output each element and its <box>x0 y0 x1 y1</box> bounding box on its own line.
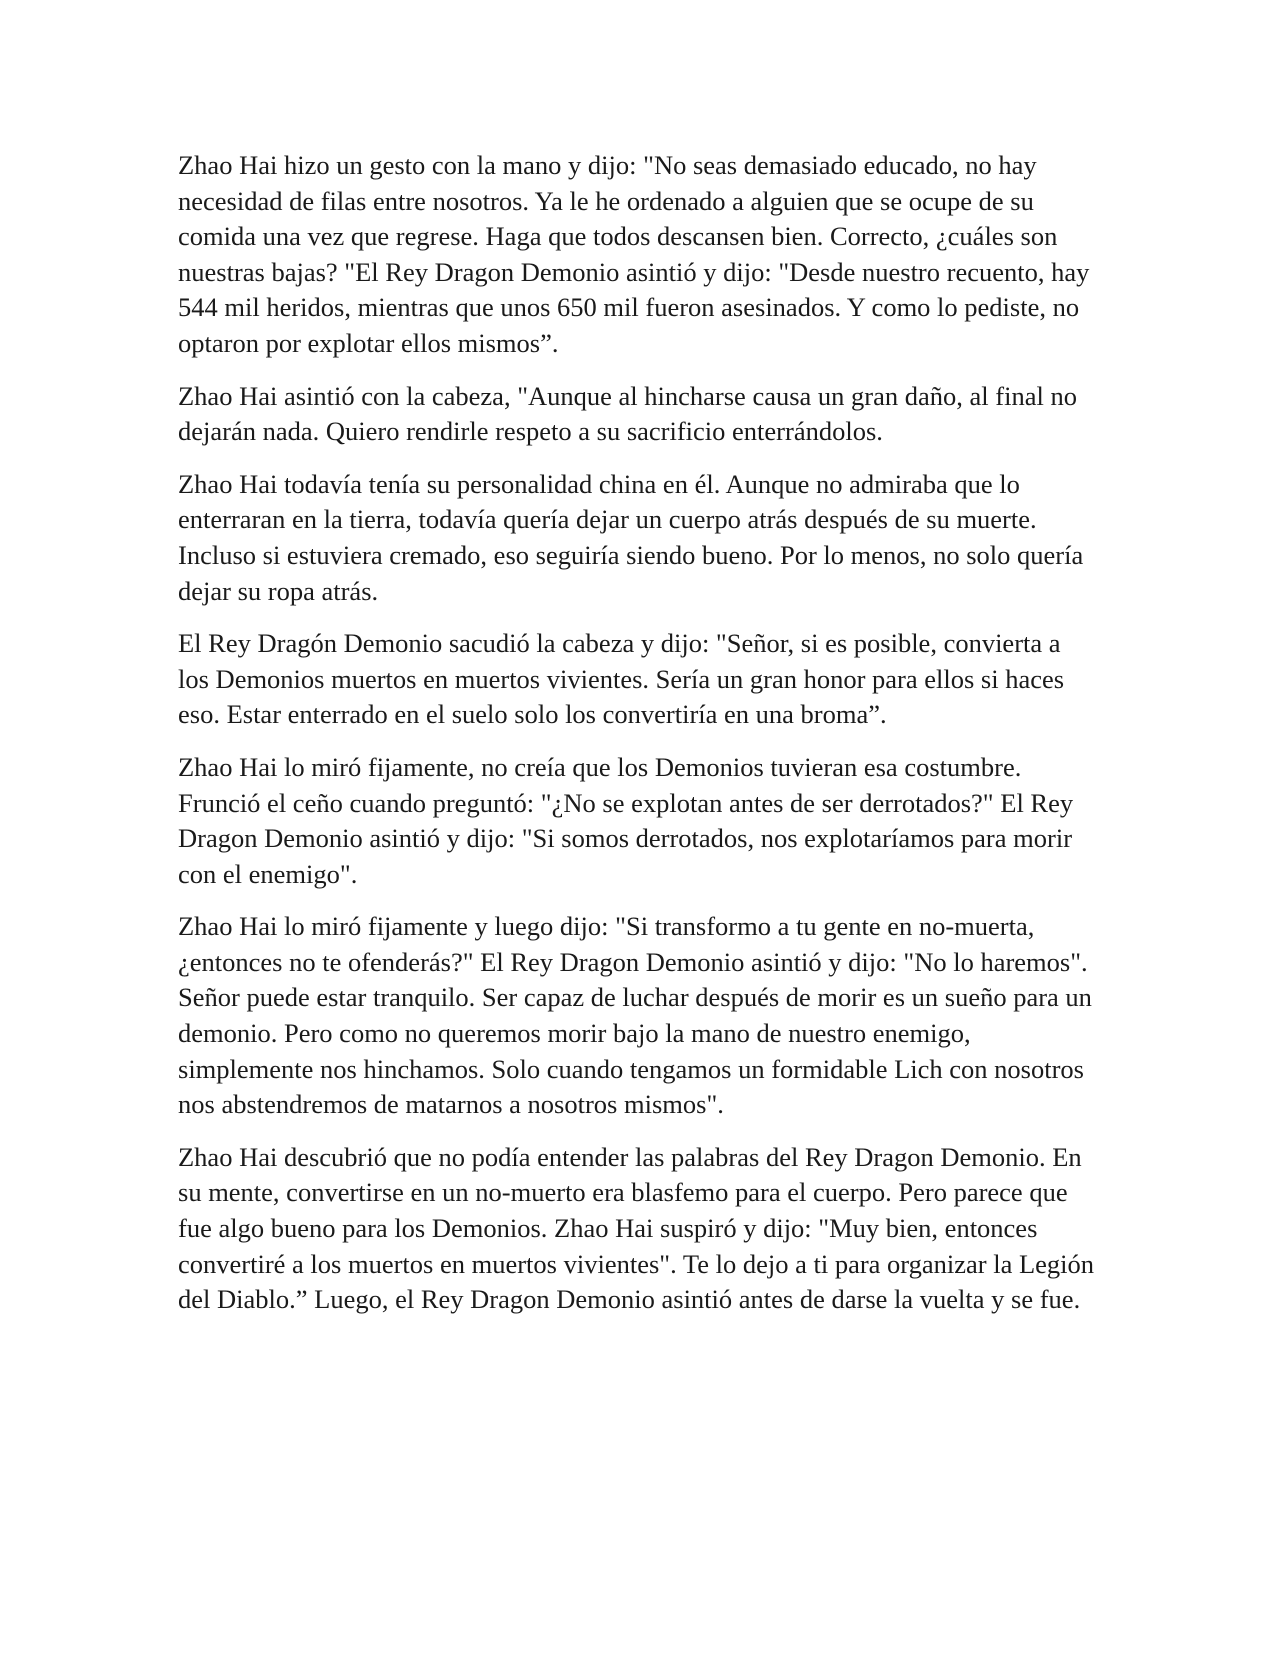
paragraph-1: Zhao Hai hizo un gesto con la mano y dijo: "No seas demasiado educado, no hay necesidad de filas entre nosotros. Ya le he ordenado a alguien que se ocupe de su comida una vez que regrese. Haga que todos descansen bien. Correcto, ¿cuáles son nuestras bajas? "El Rey Dragon Demonio asintió y dijo: "Desde nuestro recuento, hay 544 mil heridos, mientras que unos 650 mil fueron asesinados. Y como lo pediste, no optaron por explotar ellos mismos”. <box>178 150 1090 358</box>
paragraph-5: Zhao Hai lo miró fijamente, no creía que los Demonios tuvieran esa costumbre. Frunció el ceño cuando preguntó: "¿No se explotan antes de ser derrotados?" El Rey Dragon Demonio asintió y dijo: "Si somos derrotados, nos explotaríamos para morir con el enemigo". <box>178 751 1074 889</box>
document-body <box>178 148 1098 1335</box>
paragraph-7: Zhao Hai descubrió que no podía entender las palabras del Rey Dragon Demonio. En su mente, convertirse en un no-muerto era blasfemo para el cuerpo. Pero parece que fue algo bueno para los Demonios. Zhao Hai suspiró y dijo: "Muy bien, entonces convertiré a los muertos en muertos vivientes". Te lo dejo a ti para organizar la Legión del Diablo.” Luego, el Rey Dragon Demonio asintió antes de darse la vuelta y se fue. <box>178 1141 1095 1315</box>
paragraph-2: Zhao Hai asintió con la cabeza, "Aunque al hincharse causa un gran daño, al final no dejarán nada. Quiero rendirle respeto a su sacrificio enterrándolos. <box>178 380 1077 447</box>
paragraph-3: Zhao Hai todavía tenía su personalidad china en él. Aunque no admiraba que lo enterraran en la tierra, todavía quería dejar un cuerpo atrás después de su muerte. Incluso si estuviera cremado, eso seguiría siendo bueno. Por lo menos, no solo quería dejar su ropa atrás. <box>178 468 1084 606</box>
paragraph-4: El Rey Dragón Demonio sacudió la cabeza y dijo: "Señor, si es posible, convierta a los Demonios muertos en muertos vivientes. Sería un gran honor para ellos si haces eso. Estar enterrado en el suelo solo los convertiría en una broma”. <box>178 628 1065 730</box>
paragraph-6: Zhao Hai lo miró fijamente y luego dijo: "Si transformo a tu gente en no-muerta, ¿entonces no te ofenderás?" El Rey Dragon Demonio asintió y dijo: "No lo haremos". Señor puede estar tranquilo. Ser capaz de luchar después de morir es un sueño para un demonio. Pero como no queremos morir bajo la mano de nuestro enemigo, simplemente nos hinchamos. Solo cuando tengamos un formidable Lich con nosotros nos abstendremos de matarnos a nosotros mismos". <box>178 911 1092 1120</box>
